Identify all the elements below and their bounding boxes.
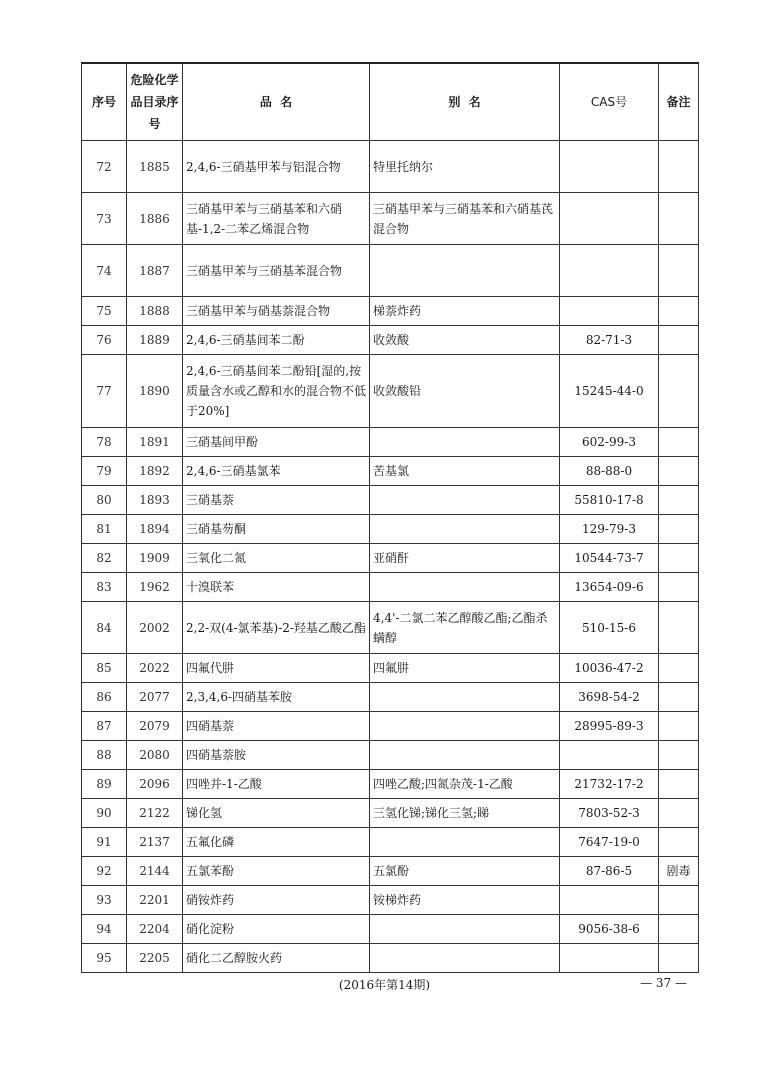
cell-cas: 7803-52-3 (560, 799, 659, 828)
table-row (82, 741, 699, 770)
table-row (82, 799, 699, 828)
cell-cas: 15245-44-0 (560, 355, 659, 428)
cell-cas: 55810-17-8 (560, 486, 659, 515)
table-row (82, 457, 699, 486)
cell-alias (370, 828, 560, 857)
header-cas: CAS号 (560, 63, 659, 141)
table-row (82, 544, 699, 573)
cell-cas (560, 944, 659, 973)
cell-product-name: 三硝基甲苯与三硝基苯和六硝基-1,2-二苯乙烯混合物 (183, 193, 370, 245)
cell-alias: 苦基氯 (370, 457, 560, 486)
cell-note (659, 770, 699, 799)
table-row (82, 297, 699, 326)
cell-note (659, 457, 699, 486)
cell-seq: 79 (82, 457, 127, 486)
cell-alias: 五氯酚 (370, 857, 560, 886)
cell-catalog-number: 1890 (127, 355, 183, 428)
table-row (82, 857, 699, 886)
cell-cas: 602-99-3 (560, 428, 659, 457)
header-alias: 别 名 (370, 63, 560, 141)
table-row (82, 712, 699, 741)
cell-alias (370, 486, 560, 515)
cell-alias (370, 712, 560, 741)
cell-alias: 4,4'-二氯二苯乙醇酸乙酯;乙酯杀螨醇 (370, 602, 560, 654)
cell-seq: 73 (82, 193, 127, 245)
cell-seq: 89 (82, 770, 127, 799)
cell-alias: 梯萘炸药 (370, 297, 560, 326)
cell-product-name: 五氟化磷 (183, 828, 370, 857)
cell-seq: 78 (82, 428, 127, 457)
footer-issue: (2016年第14期) (338, 978, 431, 992)
table-row (82, 326, 699, 355)
cell-note (659, 799, 699, 828)
cell-alias (370, 683, 560, 712)
cell-note (659, 944, 699, 973)
cell-note (659, 486, 699, 515)
cell-seq: 85 (82, 654, 127, 683)
cell-note (659, 428, 699, 457)
cell-product-name: 十溴联苯 (183, 573, 370, 602)
cell-note (659, 355, 699, 428)
cell-product-name: 三硝基甲苯与三硝基苯混合物 (183, 245, 370, 297)
cell-product-name: 三硝基甲苯与硝基萘混合物 (183, 297, 370, 326)
cell-cas (560, 245, 659, 297)
table-row (82, 193, 699, 245)
chemical-catalog-table (81, 62, 699, 973)
cell-note (659, 141, 699, 193)
cell-product-name: 四硝基萘胺 (183, 741, 370, 770)
cell-catalog-number: 2096 (127, 770, 183, 799)
cell-product-name: 四唑并-1-乙酸 (183, 770, 370, 799)
cell-alias (370, 245, 560, 297)
cell-cas: 510-15-6 (560, 602, 659, 654)
cell-product-name: 锑化氢 (183, 799, 370, 828)
cell-seq: 80 (82, 486, 127, 515)
cell-note (659, 828, 699, 857)
cell-alias: 四唑乙酸;四氮杂茂-1-乙酸 (370, 770, 560, 799)
cell-product-name: 硝化二乙醇胺火药 (183, 944, 370, 973)
table-row (82, 515, 699, 544)
cell-note (659, 193, 699, 245)
table-row (82, 355, 699, 428)
cell-seq: 94 (82, 915, 127, 944)
cell-catalog-number: 1892 (127, 457, 183, 486)
cell-cas: 129-79-3 (560, 515, 659, 544)
cell-note (659, 741, 699, 770)
cell-catalog-number: 1894 (127, 515, 183, 544)
cell-catalog-number: 2204 (127, 915, 183, 944)
cell-cas: 13654-09-6 (560, 573, 659, 602)
cell-catalog-number: 2122 (127, 799, 183, 828)
cell-seq: 92 (82, 857, 127, 886)
cell-seq: 72 (82, 141, 127, 193)
cell-product-name: 2,2-双(4-氯苯基)-2-羟基乙酸乙酯 (183, 602, 370, 654)
table-row (82, 944, 699, 973)
cell-catalog-number: 1885 (127, 141, 183, 193)
table-row (82, 828, 699, 857)
cell-product-name: 硝铵炸药 (183, 886, 370, 915)
table-row (82, 573, 699, 602)
cell-product-name: 2,4,6-三硝基甲苯与铝混合物 (183, 141, 370, 193)
cell-cas (560, 886, 659, 915)
cell-note (659, 915, 699, 944)
cell-catalog-number: 1888 (127, 297, 183, 326)
cell-seq: 95 (82, 944, 127, 973)
cell-note (659, 245, 699, 297)
cell-alias: 三硝基甲苯与三硝基苯和六硝基芪混合物 (370, 193, 560, 245)
cell-seq: 93 (82, 886, 127, 915)
cell-product-name: 三氧化二氮 (183, 544, 370, 573)
cell-cas: 87-86-5 (560, 857, 659, 886)
cell-product-name: 三硝基萘 (183, 486, 370, 515)
cell-catalog-number: 2002 (127, 602, 183, 654)
cell-cas: 7647-19-0 (560, 828, 659, 857)
cell-note (659, 886, 699, 915)
cell-cas (560, 297, 659, 326)
cell-note (659, 573, 699, 602)
cell-catalog-number: 1886 (127, 193, 183, 245)
cell-product-name: 三硝基间甲酚 (183, 428, 370, 457)
cell-note (659, 544, 699, 573)
cell-note (659, 602, 699, 654)
table-row (82, 915, 699, 944)
header-product-name: 品 名 (183, 63, 370, 141)
cell-alias: 四氟肼 (370, 654, 560, 683)
cell-catalog-number: 1889 (127, 326, 183, 355)
cell-alias (370, 428, 560, 457)
cell-catalog-number: 2080 (127, 741, 183, 770)
cell-alias: 收敛酸 (370, 326, 560, 355)
cell-catalog-number: 2077 (127, 683, 183, 712)
cell-catalog-number: 1962 (127, 573, 183, 602)
cell-product-name: 2,4,6-三硝基间苯二酚 (183, 326, 370, 355)
cell-seq: 76 (82, 326, 127, 355)
cell-cas: 21732-17-2 (560, 770, 659, 799)
cell-alias: 特里托纳尔 (370, 141, 560, 193)
header-note: 备注 (659, 63, 699, 141)
table-row (82, 654, 699, 683)
cell-cas (560, 193, 659, 245)
cell-seq: 87 (82, 712, 127, 741)
cell-note (659, 654, 699, 683)
cell-catalog-number: 2205 (127, 944, 183, 973)
cell-cas: 3698-54-2 (560, 683, 659, 712)
cell-cas (560, 741, 659, 770)
cell-note: 剧毒 (659, 857, 699, 886)
cell-catalog-number: 1893 (127, 486, 183, 515)
header-catalog-number: 危险化学品目录序号 (127, 63, 183, 141)
cell-note (659, 683, 699, 712)
table-row (82, 486, 699, 515)
table-body (82, 141, 699, 973)
cell-catalog-number: 2137 (127, 828, 183, 857)
table-header-row (82, 63, 699, 141)
cell-note (659, 712, 699, 741)
cell-product-name: 硝化淀粉 (183, 915, 370, 944)
cell-cas (560, 141, 659, 193)
cell-note (659, 297, 699, 326)
cell-seq: 91 (82, 828, 127, 857)
cell-seq: 83 (82, 573, 127, 602)
cell-catalog-number: 2079 (127, 712, 183, 741)
cell-alias: 铵梯炸药 (370, 886, 560, 915)
table-row (82, 886, 699, 915)
cell-seq: 81 (82, 515, 127, 544)
cell-product-name: 三硝基芴酮 (183, 515, 370, 544)
cell-product-name: 2,4,6-三硝基间苯二酚铅[湿的,按质量含水或乙醇和水的混合物不低于20%] (183, 355, 370, 428)
cell-catalog-number: 1909 (127, 544, 183, 573)
cell-seq: 86 (82, 683, 127, 712)
cell-product-name: 四氟代肼 (183, 654, 370, 683)
cell-alias (370, 944, 560, 973)
table-row (82, 245, 699, 297)
cell-alias: 三氢化锑;锑化三氢;睇 (370, 799, 560, 828)
cell-product-name: 四硝基萘 (183, 712, 370, 741)
cell-seq: 90 (82, 799, 127, 828)
cell-cas: 9056-38-6 (560, 915, 659, 944)
cell-seq: 74 (82, 245, 127, 297)
cell-alias (370, 515, 560, 544)
cell-catalog-number: 1891 (127, 428, 183, 457)
table-row (82, 602, 699, 654)
cell-alias: 收敛酸铅 (370, 355, 560, 428)
cell-cas: 82-71-3 (560, 326, 659, 355)
table-row (82, 770, 699, 799)
cell-seq: 82 (82, 544, 127, 573)
cell-seq: 75 (82, 297, 127, 326)
table-row (82, 428, 699, 457)
cell-alias: 亚硝酐 (370, 544, 560, 573)
cell-seq: 84 (82, 602, 127, 654)
cell-cas: 88-88-0 (560, 457, 659, 486)
cell-note (659, 326, 699, 355)
cell-seq: 77 (82, 355, 127, 428)
footer-page-number: — 37 — (640, 976, 687, 990)
cell-catalog-number: 2022 (127, 654, 183, 683)
cell-product-name: 2,4,6-三硝基氯苯 (183, 457, 370, 486)
cell-cas: 10036-47-2 (560, 654, 659, 683)
cell-catalog-number: 1887 (127, 245, 183, 297)
cell-catalog-number: 2144 (127, 857, 183, 886)
table-row (82, 141, 699, 193)
cell-cas: 28995-89-3 (560, 712, 659, 741)
cell-catalog-number: 2201 (127, 886, 183, 915)
cell-alias (370, 741, 560, 770)
cell-seq: 88 (82, 741, 127, 770)
cell-alias (370, 915, 560, 944)
header-seq: 序号 (82, 63, 127, 141)
cell-alias (370, 573, 560, 602)
cell-product-name: 五氯苯酚 (183, 857, 370, 886)
cell-product-name: 2,3,4,6-四硝基苯胺 (183, 683, 370, 712)
cell-note (659, 515, 699, 544)
table-row (82, 683, 699, 712)
cell-cas: 10544-73-7 (560, 544, 659, 573)
